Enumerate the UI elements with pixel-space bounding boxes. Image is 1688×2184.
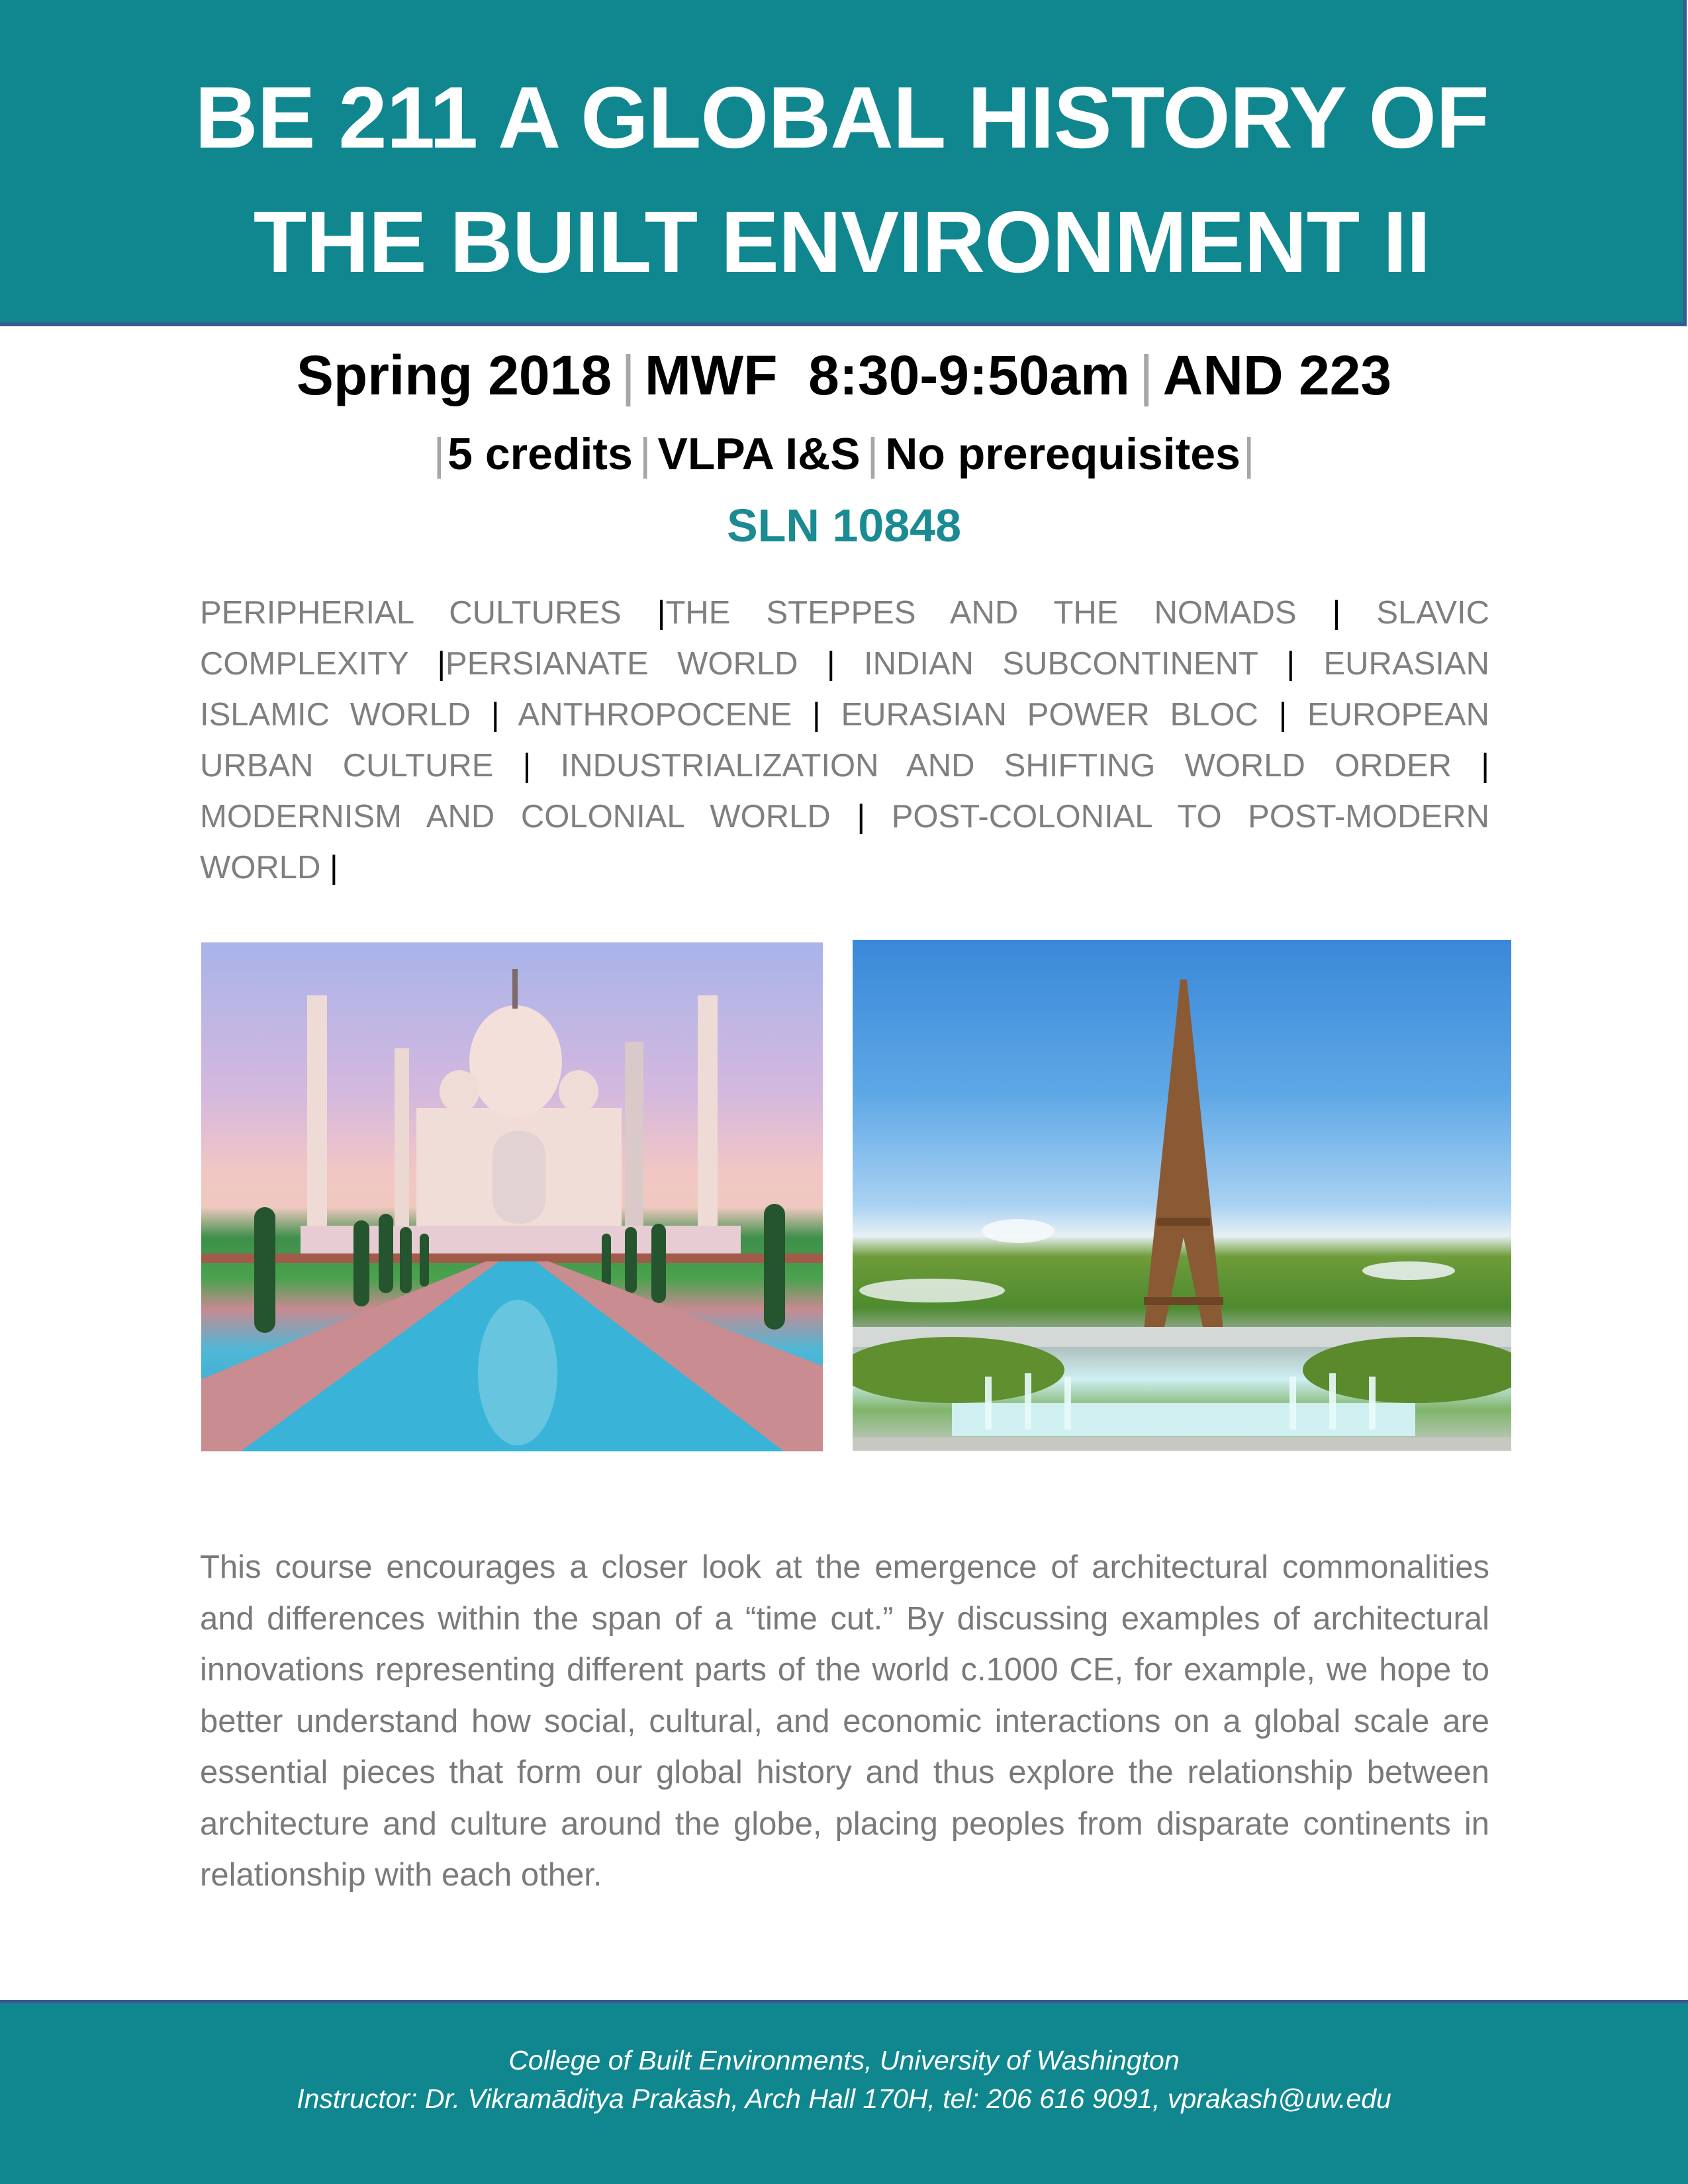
separator: | (812, 697, 821, 733)
topics-list (200, 588, 1489, 893)
separator: | (330, 850, 338, 886)
eiffel-tower-illustration (853, 940, 1511, 1451)
taj-mahal-photo (201, 942, 823, 1451)
topic: EURASIAN POWER BLOC (841, 697, 1258, 733)
course-description: This course encourages a closer look at the emergence of architectural commonalities and differences within the span of a “time cut.” By discussing examples of architectural innovations representing different parts of the world c.1000 CE, for example, we hope to better understand how social, cultural, and economic interactions on a global scale are essential pieces that form our global history and thus explore the relationship between architecture and culture around the globe, placing peoples from disparate continents in relationship with each other. (200, 1549, 1489, 1893)
gen-ed-requirement: VLPA I&S (657, 429, 861, 479)
separator: | (1243, 429, 1255, 479)
sln-number: SLN 10848 (726, 500, 962, 551)
separator: | (522, 748, 532, 784)
separator: | (657, 595, 666, 631)
separator: | (826, 646, 835, 682)
topic: PERIPHERIAL CULTURES (200, 595, 622, 631)
meeting-schedule: MWF 8:30-9:50am (644, 344, 1130, 406)
separator: | (1332, 595, 1341, 631)
topic: INDIAN SUBCONTINENT (863, 646, 1258, 682)
separator: | (867, 429, 879, 479)
taj-mahal-illustration (201, 942, 823, 1451)
footer-banner (0, 2000, 1688, 2184)
topic: ANTHROPOCENE (518, 697, 792, 733)
separator: | (433, 429, 445, 479)
separator: | (1139, 344, 1154, 406)
topic: POST-COLONIAL TO POST-MODERN WORLD (200, 799, 1489, 886)
course-title-line-2: THE BUILT ENVIRONMENT II (253, 193, 1430, 291)
term: Spring 2018 (296, 344, 612, 406)
topic: EUROPEAN URBAN CULTURE (200, 697, 1489, 784)
college-name: College of Built Environments, University of Washington (508, 2045, 1180, 2075)
prerequisites: No prerequisites (885, 429, 1241, 479)
topic: THE STEPPES AND THE NOMADS (665, 595, 1297, 631)
separator: | (857, 799, 866, 835)
course-title-line-1: BE 211 A GLOBAL HISTORY OF (195, 69, 1489, 166)
room: AND 223 (1162, 344, 1392, 406)
course-schedule-row (0, 339, 1688, 412)
separator: | (1278, 697, 1288, 733)
credits: 5 credits (447, 429, 633, 479)
header-banner (0, 0, 1687, 326)
eiffel-tower-photo (853, 940, 1511, 1451)
topic: INDUSTRIALIZATION AND SHIFTING WORLD ORDER (560, 748, 1452, 784)
topic: PERSIANATE WORLD (445, 646, 798, 682)
separator: | (1481, 748, 1489, 784)
separator: | (621, 344, 635, 406)
separator: | (437, 646, 446, 682)
separator: | (639, 429, 651, 479)
topic: SLAVIC COMPLEXITY (200, 595, 1489, 682)
instructor-contact: Instructor: Dr. Vikramāditya Prakāsh, Arch Hall 170H, tel: 206 616 9091, vprakash@uw.edu (297, 2083, 1391, 2114)
topic: EURASIAN ISLAMIC WORLD (200, 646, 1489, 733)
separator: | (1286, 646, 1295, 682)
topic: MODERNISM AND COLONIAL WORLD (200, 799, 831, 835)
course-requirements-row (0, 424, 1688, 484)
separator: | (491, 697, 500, 733)
